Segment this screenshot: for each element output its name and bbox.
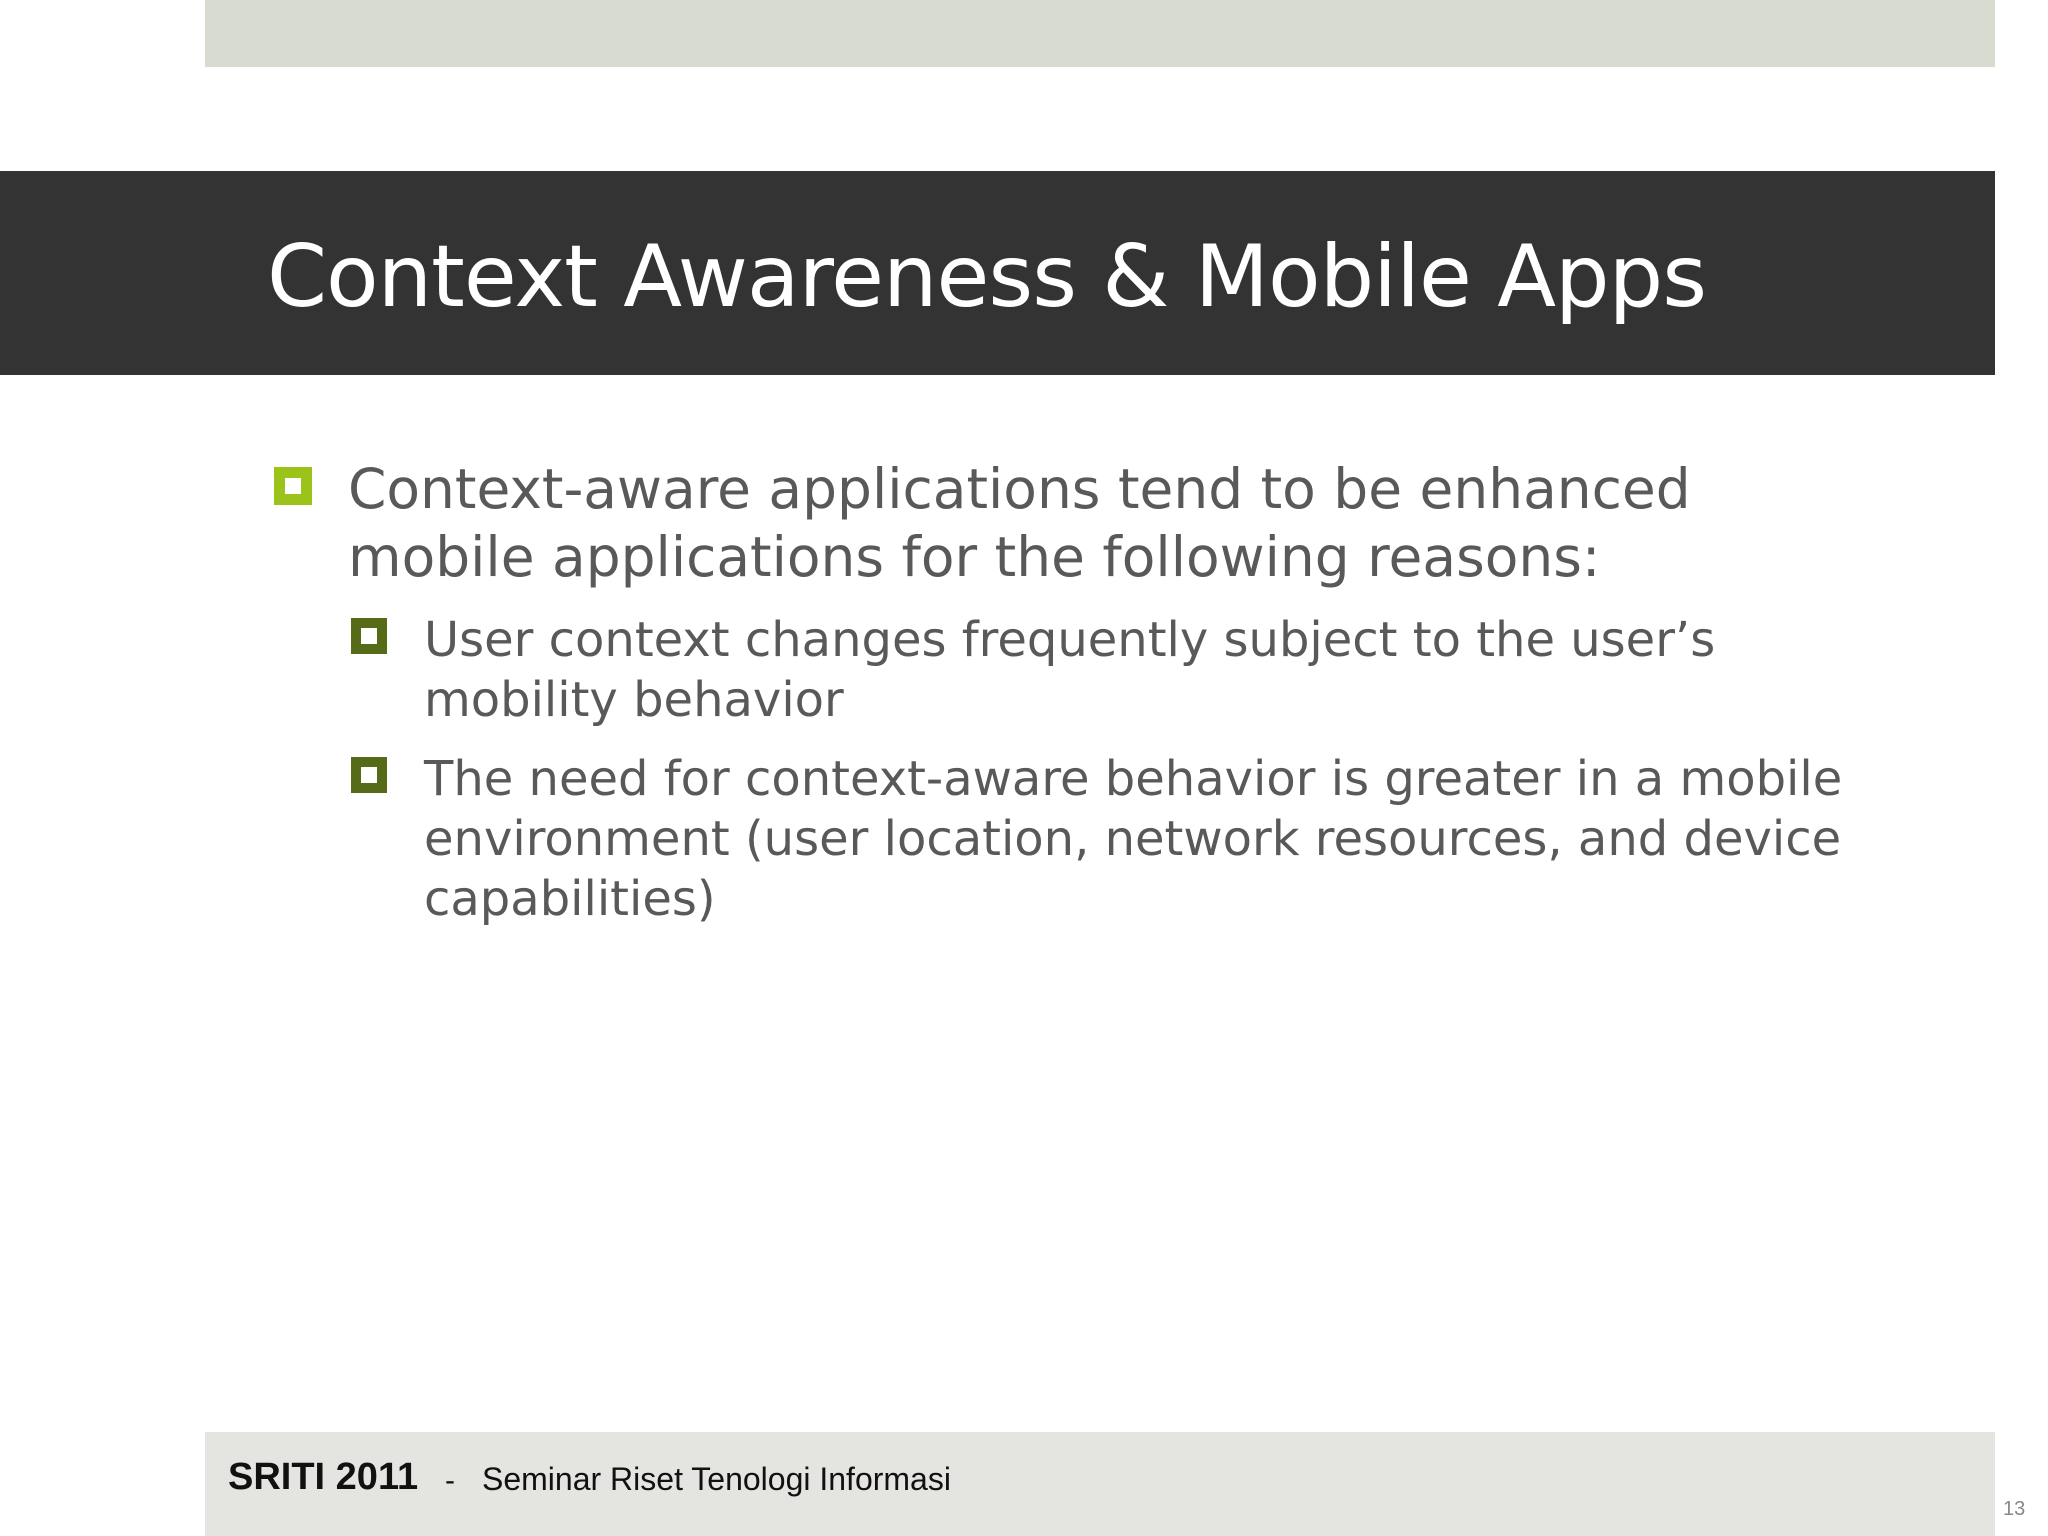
footer-band — [205, 1432, 1995, 1536]
bullet-1-line-2: mobile applications for the following reasons: — [348, 525, 1601, 589]
page-number: 13 — [2003, 1498, 2026, 1520]
footer-subtitle: Seminar Riset Tenologi Informasi — [482, 1461, 951, 1497]
square-bullet-icon — [351, 757, 387, 793]
sub-bullet-2-line-3: capabilities) — [424, 871, 716, 927]
sub-bullet-1-line-2: mobility behavior — [424, 672, 844, 728]
sub-bullet-2-line-2: environment (user location, network resources, and device — [424, 811, 1842, 867]
bullet-1-line-1: Context-aware applications tend to be enhanced — [348, 457, 1691, 521]
sub-bullet-2-line-1: The need for context-aware behavior is greater in a mobile — [424, 751, 1843, 807]
footer-event: SRITI 2011 — [228, 1456, 419, 1498]
square-bullet-icon — [274, 467, 312, 505]
square-bullet-icon — [351, 618, 387, 654]
top-decorative-band — [205, 0, 1995, 67]
slide-title: Context Awareness & Mobile Apps — [267, 227, 1707, 327]
footer-separator: - — [445, 1464, 455, 1497]
sub-bullet-1-line-1: User context changes frequently subject to the user’s — [424, 612, 1716, 668]
